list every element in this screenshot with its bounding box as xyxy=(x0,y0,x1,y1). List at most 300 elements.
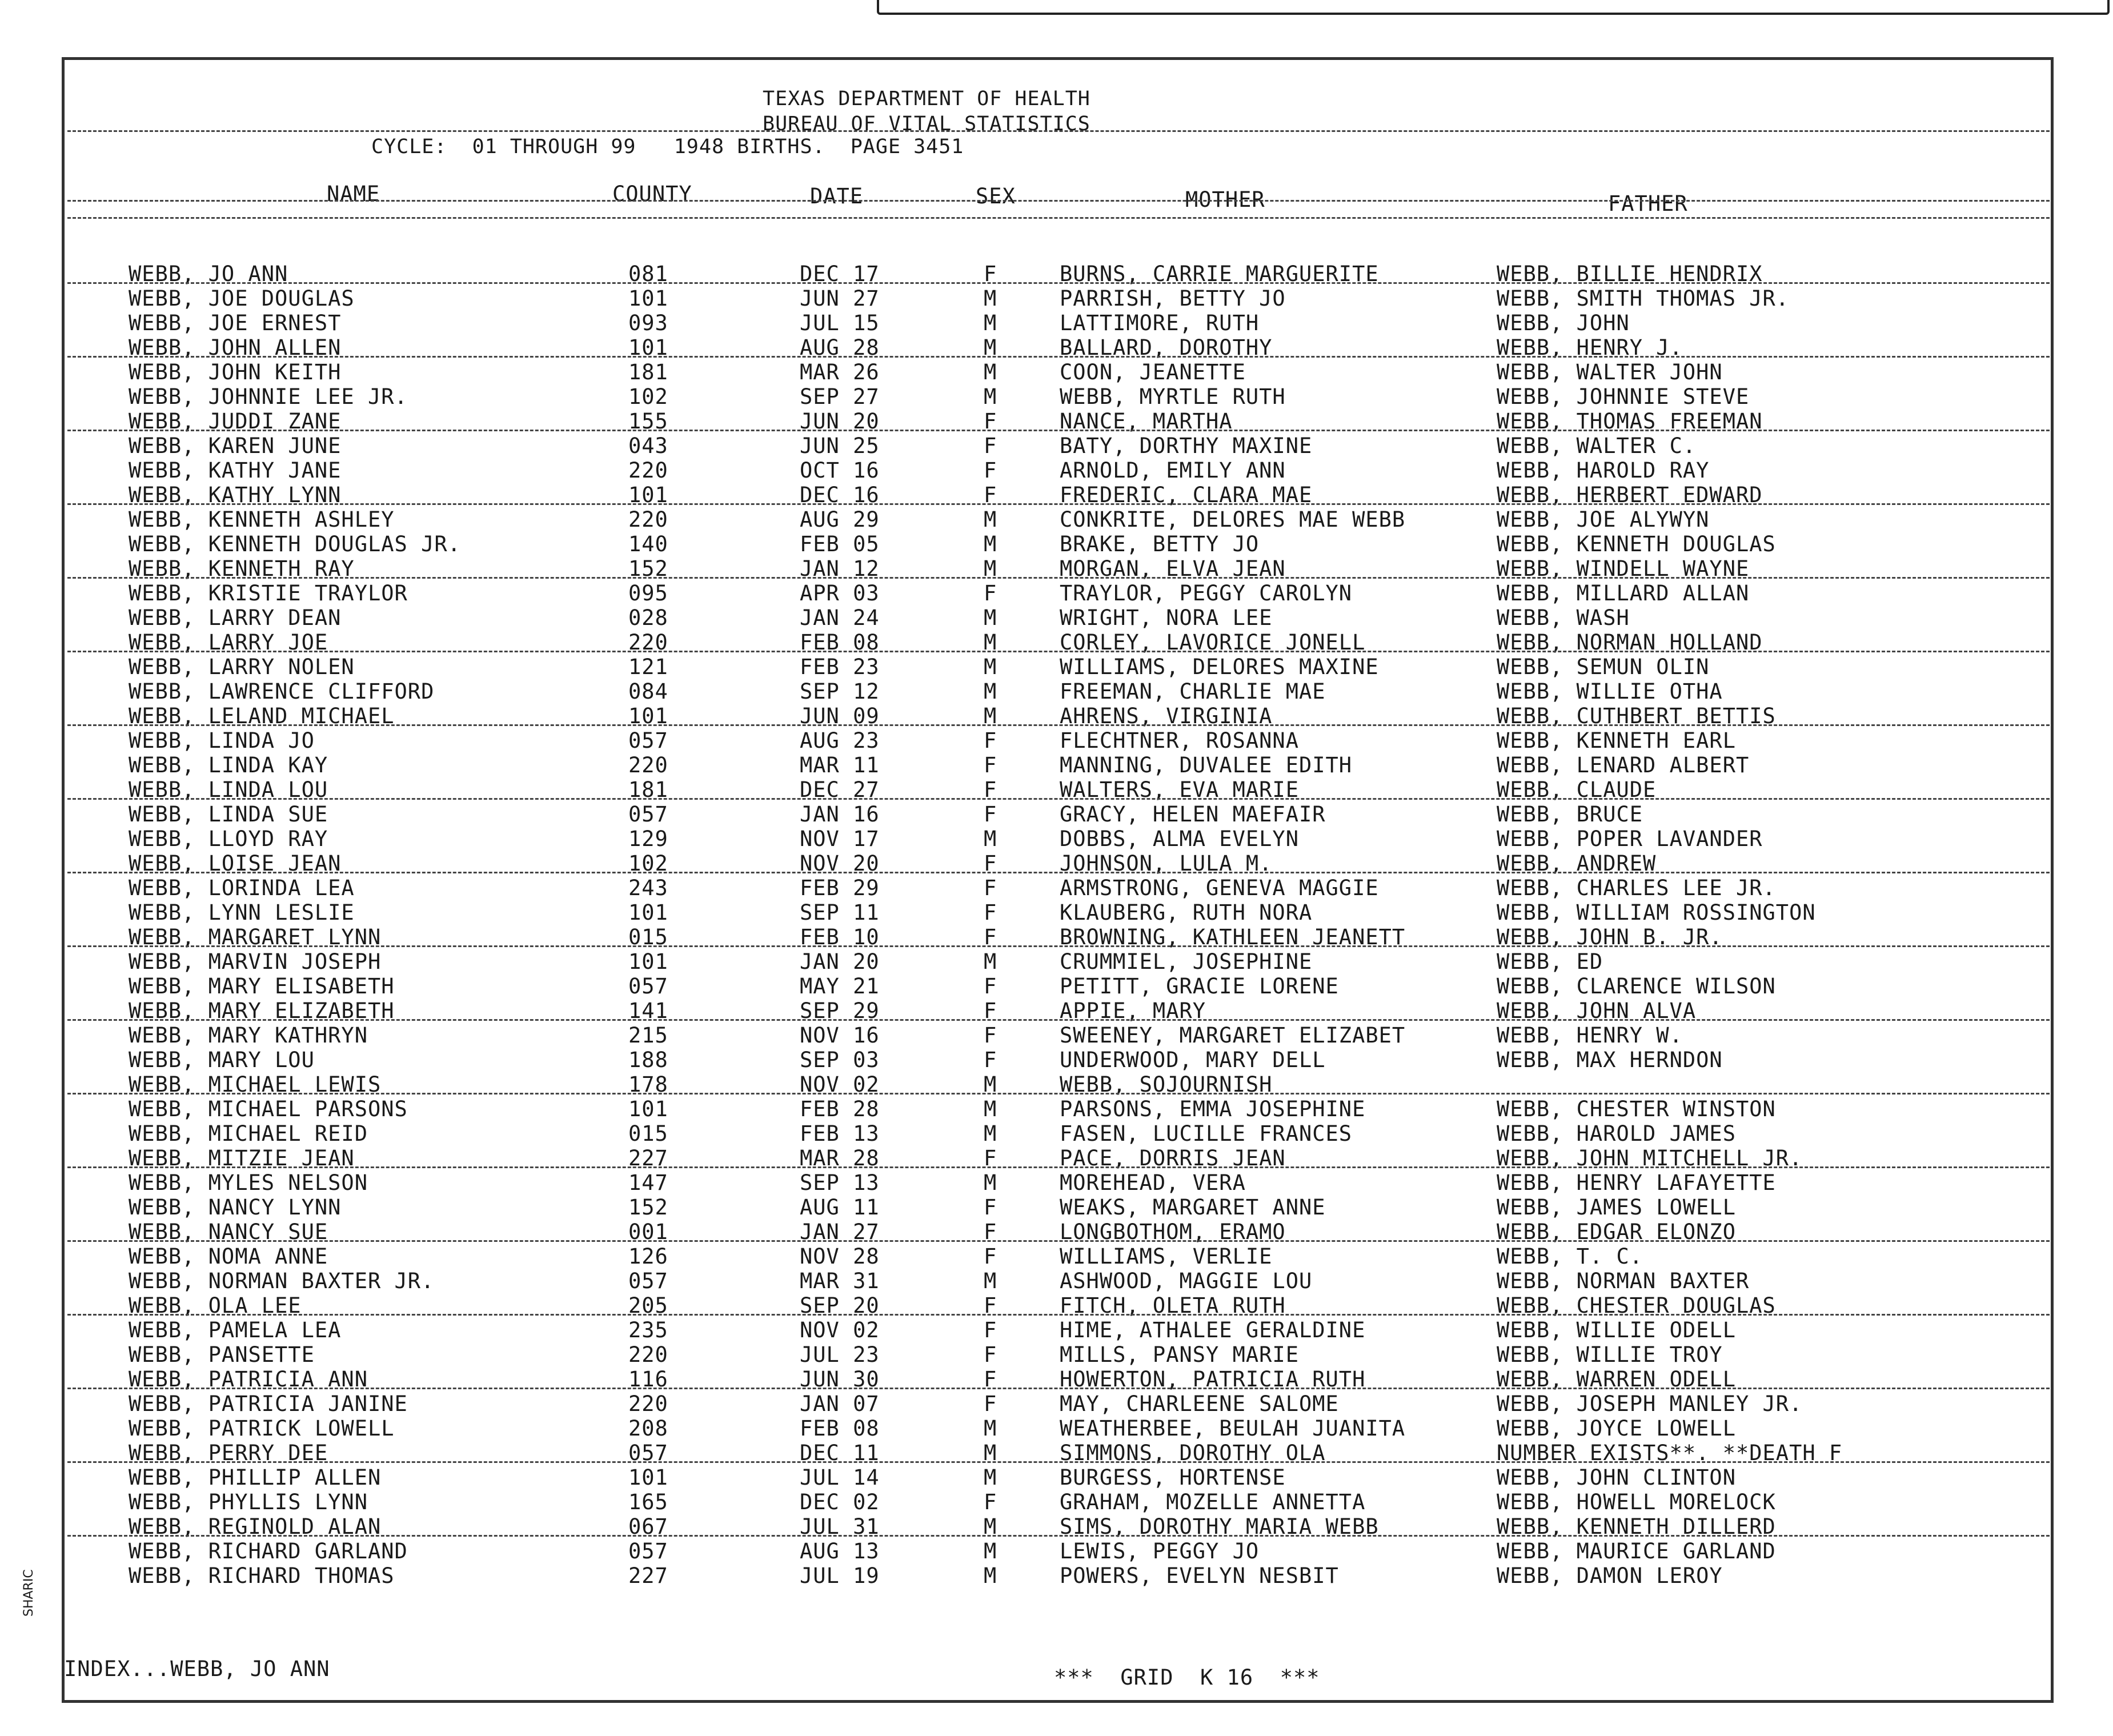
record-father: NUMBER EXISTS**. **DEATH F xyxy=(1497,1441,1843,1465)
record-mother: FREDERIC, CLARA MAE xyxy=(1060,483,1313,507)
record-name: WEBB, JUDDI ZANE xyxy=(129,409,342,434)
record-county: 001 xyxy=(628,1220,668,1244)
record-father: WEBB, JOHN ALVA xyxy=(1497,999,1697,1023)
record-date: JUL 23 xyxy=(800,1342,880,1367)
record-father: WEBB, HOWELL MORELOCK xyxy=(1497,1490,1776,1514)
record-mother: MAY, CHARLEENE SALOME xyxy=(1060,1392,1339,1416)
record-county: 081 xyxy=(628,262,668,286)
bureau-title: BUREAU OF VITAL STATISTICS xyxy=(763,113,1090,135)
row-rule xyxy=(67,1314,2050,1316)
record-name: WEBB, MICHAEL PARSONS xyxy=(129,1097,408,1121)
record-sex: F xyxy=(984,1244,997,1269)
record-date: NOV 17 xyxy=(800,827,880,851)
record-sex: M xyxy=(984,655,997,679)
record-date: NOV 02 xyxy=(800,1318,880,1342)
record-county: 084 xyxy=(628,679,668,704)
record-county: 057 xyxy=(628,1269,668,1293)
record-county: 129 xyxy=(628,827,668,851)
record-sex: M xyxy=(984,1465,997,1490)
record-name: WEBB, NORMAN BAXTER JR. xyxy=(129,1269,435,1293)
record-mother: WEBB, SOJOURNISH xyxy=(1060,1072,1273,1097)
row-rule xyxy=(67,1019,2050,1021)
record-name: WEBB, JOHN ALLEN xyxy=(129,335,342,360)
record-father: WEBB, WILLIE TROY xyxy=(1497,1342,1723,1367)
record-sex: M xyxy=(984,949,997,974)
record-date: SEP 27 xyxy=(800,384,880,409)
record-sex: M xyxy=(984,384,997,409)
row-rule xyxy=(67,872,2050,873)
record-sex: F xyxy=(984,1220,997,1244)
record-father: WEBB, KENNETH DILLERD xyxy=(1497,1514,1776,1539)
record-date: JAN 20 xyxy=(800,949,880,974)
record-sex: F xyxy=(984,262,997,286)
record-mother: WALTERS, EVA MARIE xyxy=(1060,777,1299,802)
record-name: WEBB, KRISTIE TRAYLOR xyxy=(129,581,408,606)
record-mother: PARRISH, BETTY JO xyxy=(1060,286,1286,311)
record-father: WEBB, JOHNNIE STEVE xyxy=(1497,384,1750,409)
record-date: JUL 15 xyxy=(800,311,880,335)
record-date: DEC 17 xyxy=(800,262,880,286)
record-name: WEBB, NANCY LYNN xyxy=(129,1195,342,1220)
record-sex: F xyxy=(984,409,997,434)
record-name: WEBB, KATHY JANE xyxy=(129,458,342,483)
record-name: WEBB, MARY ELISABETH xyxy=(129,974,395,999)
record-mother: WEATHERBEE, BEULAH JUANITA xyxy=(1060,1416,1406,1441)
record-sex: M xyxy=(984,532,997,556)
record-sex: M xyxy=(984,679,997,704)
record-father: WEBB, HERBERT EDWARD xyxy=(1497,483,1763,507)
record-county: 102 xyxy=(628,851,668,876)
record-father: WEBB, DAMON LEROY xyxy=(1497,1563,1723,1588)
record-county: 101 xyxy=(628,1097,668,1121)
row-rule xyxy=(67,577,2050,579)
record-date: NOV 02 xyxy=(800,1072,880,1097)
record-father: WEBB, HENRY W. xyxy=(1497,1023,1683,1048)
record-county: 057 xyxy=(628,802,668,827)
record-date: AUG 29 xyxy=(800,507,880,532)
record-father: WEBB, JOE ALYWYN xyxy=(1497,507,1710,532)
record-sex: M xyxy=(984,827,997,851)
record-county: 101 xyxy=(628,286,668,311)
record-name: WEBB, OLA LEE xyxy=(129,1293,302,1318)
cycle-line: CYCLE: 01 THROUGH 99 1948 BIRTHS. PAGE 3451 xyxy=(371,135,964,158)
record-father: WEBB, CHESTER WINSTON xyxy=(1497,1097,1776,1121)
record-county: 102 xyxy=(628,384,668,409)
record-father: WEBB, CLAUDE xyxy=(1497,777,1657,802)
record-sex: M xyxy=(984,1416,997,1441)
record-county: 116 xyxy=(628,1367,668,1392)
record-county: 165 xyxy=(628,1490,668,1514)
record-name: WEBB, MICHAEL REID xyxy=(129,1121,368,1146)
record-name: WEBB, LINDA KAY xyxy=(129,753,328,777)
record-date: FEB 08 xyxy=(800,1416,880,1441)
record-name: WEBB, PHYLLIS LYNN xyxy=(129,1490,368,1514)
record-mother: NANCE, MARTHA xyxy=(1060,409,1233,434)
record-father: WEBB, POPER LAVANDER xyxy=(1497,827,1763,851)
record-date: SEP 12 xyxy=(800,679,880,704)
record-mother: PARSONS, EMMA JOSEPHINE xyxy=(1060,1097,1366,1121)
record-name: WEBB, MARY LOU xyxy=(129,1048,315,1072)
record-name: WEBB, PAMELA LEA xyxy=(129,1318,342,1342)
record-date: JAN 16 xyxy=(800,802,880,827)
record-mother: LATTIMORE, RUTH xyxy=(1060,311,1260,335)
record-father: WEBB, HAROLD RAY xyxy=(1497,458,1710,483)
record-county: 140 xyxy=(628,532,668,556)
record-father: WEBB, WASH xyxy=(1497,606,1630,630)
record-mother: TRAYLOR, PEGGY CAROLYN xyxy=(1060,581,1353,606)
record-county: 220 xyxy=(628,507,668,532)
record-date: AUG 28 xyxy=(800,335,880,360)
record-father: WEBB, JOSEPH MANLEY JR. xyxy=(1497,1392,1803,1416)
record-father: WEBB, HENRY LAFAYETTE xyxy=(1497,1170,1776,1195)
record-mother: ASHWOOD, MAGGIE LOU xyxy=(1060,1269,1313,1293)
record-father: WEBB, JOYCE LOWELL xyxy=(1497,1416,1736,1441)
record-father: WEBB, MAX HERNDON xyxy=(1497,1048,1723,1072)
record-mother: BRAKE, BETTY JO xyxy=(1060,532,1260,556)
record-county: 015 xyxy=(628,925,668,949)
record-sex: M xyxy=(984,507,997,532)
record-date: NOV 16 xyxy=(800,1023,880,1048)
record-date: JAN 24 xyxy=(800,606,880,630)
record-sex: M xyxy=(984,606,997,630)
top-page-edge xyxy=(877,0,2110,15)
record-sex: M xyxy=(984,1269,997,1293)
record-mother: SWEENEY, MARGARET ELIZABET xyxy=(1060,1023,1406,1048)
record-sex: M xyxy=(984,704,997,728)
record-sex: M xyxy=(984,335,997,360)
record-name: WEBB, RICHARD GARLAND xyxy=(129,1539,408,1563)
record-sex: F xyxy=(984,581,997,606)
record-father: WEBB, CLARENCE WILSON xyxy=(1497,974,1776,999)
row-rule xyxy=(67,724,2050,726)
record-mother: MANNING, DUVALEE EDITH xyxy=(1060,753,1353,777)
record-mother: CRUMMIEL, JOSEPHINE xyxy=(1060,949,1313,974)
record-date: MAR 31 xyxy=(800,1269,880,1293)
record-mother: UNDERWOOD, MARY DELL xyxy=(1060,1048,1326,1072)
record-date: MAY 21 xyxy=(800,974,880,999)
record-county: 181 xyxy=(628,360,668,384)
record-county: 243 xyxy=(628,876,668,900)
record-date: NOV 20 xyxy=(800,851,880,876)
record-name: WEBB, MITZIE JEAN xyxy=(129,1146,355,1170)
record-date: AUG 23 xyxy=(800,728,880,753)
record-sex: M xyxy=(984,311,997,335)
record-date: FEB 10 xyxy=(800,925,880,949)
record-sex: M xyxy=(984,1121,997,1146)
record-father: WEBB, ED xyxy=(1497,949,1603,974)
record-mother: SIMS, DOROTHY MARIA WEBB xyxy=(1060,1514,1379,1539)
record-county: 015 xyxy=(628,1121,668,1146)
record-county: 057 xyxy=(628,728,668,753)
record-mother: GRACY, HELEN MAEFAIR xyxy=(1060,802,1326,827)
record-mother: MILLS, PANSY MARIE xyxy=(1060,1342,1299,1367)
record-sex: F xyxy=(984,1392,997,1416)
record-father: WEBB, CUTHBERT BETTIS xyxy=(1497,704,1776,728)
record-mother: MORGAN, ELVA JEAN xyxy=(1060,556,1286,581)
record-father: WEBB, EDGAR ELONZO xyxy=(1497,1220,1736,1244)
record-county: 235 xyxy=(628,1318,668,1342)
column-header-county: COUNTY xyxy=(612,182,692,206)
record-name: WEBB, LLOYD RAY xyxy=(129,827,328,851)
record-sex: F xyxy=(984,900,997,925)
record-father: WEBB, WINDELL WAYNE xyxy=(1497,556,1750,581)
record-mother: CORLEY, LAVORICE JONELL xyxy=(1060,630,1366,655)
record-mother: WILLIAMS, DELORES MAXINE xyxy=(1060,655,1379,679)
record-father: WEBB, NORMAN HOLLAND xyxy=(1497,630,1763,655)
record-name: WEBB, MARVIN JOSEPH xyxy=(129,949,382,974)
record-county: 220 xyxy=(628,753,668,777)
record-county: 101 xyxy=(628,1465,668,1490)
row-rule xyxy=(67,1461,2050,1463)
row-rule xyxy=(67,1093,2050,1094)
record-mother: FASEN, LUCILLE FRANCES xyxy=(1060,1121,1353,1146)
record-sex: F xyxy=(984,1490,997,1514)
record-date: FEB 23 xyxy=(800,655,880,679)
record-county: 220 xyxy=(628,630,668,655)
record-sex: F xyxy=(984,728,997,753)
record-mother: PACE, DORRIS JEAN xyxy=(1060,1146,1286,1170)
record-mother: FLECHTNER, ROSANNA xyxy=(1060,728,1299,753)
record-county: 126 xyxy=(628,1244,668,1269)
record-county: 178 xyxy=(628,1072,668,1097)
record-county: 093 xyxy=(628,311,668,335)
record-date: APR 03 xyxy=(800,581,880,606)
record-mother: HOWERTON, PATRICIA RUTH xyxy=(1060,1367,1366,1392)
record-father: WEBB, T. C. xyxy=(1497,1244,1643,1269)
record-name: WEBB, KAREN JUNE xyxy=(129,434,342,458)
record-date: JUN 30 xyxy=(800,1367,880,1392)
record-father: WEBB, MILLARD ALLAN xyxy=(1497,581,1750,606)
record-father: WEBB, WALTER JOHN xyxy=(1497,360,1723,384)
record-name: WEBB, LARRY JOE xyxy=(129,630,328,655)
record-county: 057 xyxy=(628,1539,668,1563)
record-sex: M xyxy=(984,1170,997,1195)
record-sex: F xyxy=(984,925,997,949)
record-date: AUG 13 xyxy=(800,1539,880,1563)
record-date: JAN 27 xyxy=(800,1220,880,1244)
record-father: WEBB, KENNETH DOUGLAS xyxy=(1497,532,1776,556)
record-date: FEB 28 xyxy=(800,1097,880,1121)
record-father: WEBB, WARREN ODELL xyxy=(1497,1367,1736,1392)
record-mother: WEBB, MYRTLE RUTH xyxy=(1060,384,1286,409)
record-date: JAN 12 xyxy=(800,556,880,581)
record-name: WEBB, JOHNNIE LEE JR. xyxy=(129,384,408,409)
record-name: WEBB, LELAND MICHAEL xyxy=(129,704,395,728)
agency-title: TEXAS DEPARTMENT OF HEALTH xyxy=(763,87,1090,110)
record-date: OCT 16 xyxy=(800,458,880,483)
record-mother: BROWNING, KATHLEEN JEANETT xyxy=(1060,925,1406,949)
record-name: WEBB, LOISE JEAN xyxy=(129,851,342,876)
record-name: WEBB, JOE ERNEST xyxy=(129,311,342,335)
record-date: NOV 28 xyxy=(800,1244,880,1269)
record-mother: APPIE, MARY xyxy=(1060,999,1206,1023)
record-mother: BURNS, CARRIE MARGUERITE xyxy=(1060,262,1379,286)
record-sex: F xyxy=(984,1318,997,1342)
record-father: WEBB, THOMAS FREEMAN xyxy=(1497,409,1763,434)
row-rule xyxy=(67,651,2050,652)
record-sex: M xyxy=(984,556,997,581)
record-sex: F xyxy=(984,1367,997,1392)
index-footer: INDEX...WEBB, JO ANN xyxy=(64,1657,330,1681)
record-date: JUN 25 xyxy=(800,434,880,458)
record-name: WEBB, KENNETH RAY xyxy=(129,556,355,581)
record-mother: WILLIAMS, VERLIE xyxy=(1060,1244,1273,1269)
record-county: 057 xyxy=(628,974,668,999)
row-rule xyxy=(67,945,2050,947)
record-date: JAN 07 xyxy=(800,1392,880,1416)
record-father: WEBB, JOHN MITCHELL JR. xyxy=(1497,1146,1803,1170)
record-date: SEP 13 xyxy=(800,1170,880,1195)
record-sex: F xyxy=(984,483,997,507)
record-father: WEBB, MAURICE GARLAND xyxy=(1497,1539,1776,1563)
record-county: 227 xyxy=(628,1146,668,1170)
record-sex: F xyxy=(984,1342,997,1367)
record-county: 121 xyxy=(628,655,668,679)
grid-footer: *** GRID K 16 *** xyxy=(1054,1665,1320,1690)
record-sex: F xyxy=(984,1023,997,1048)
record-date: FEB 13 xyxy=(800,1121,880,1146)
record-name: WEBB, PHILLIP ALLEN xyxy=(129,1465,382,1490)
record-sex: M xyxy=(984,360,997,384)
record-sex: M xyxy=(984,630,997,655)
row-rule xyxy=(67,356,2050,358)
record-mother: DOBBS, ALMA EVELYN xyxy=(1060,827,1299,851)
record-date: JUL 14 xyxy=(800,1465,880,1490)
record-father: WEBB, JOHN CLINTON xyxy=(1497,1465,1736,1490)
record-date: MAR 26 xyxy=(800,360,880,384)
record-county: 220 xyxy=(628,1342,668,1367)
record-father: WEBB, JAMES LOWELL xyxy=(1497,1195,1736,1220)
record-county: 188 xyxy=(628,1048,668,1072)
record-date: DEC 16 xyxy=(800,483,880,507)
record-father: WEBB, BILLIE HENDRIX xyxy=(1497,262,1763,286)
record-mother: KLAUBERG, RUTH NORA xyxy=(1060,900,1313,925)
record-county: 220 xyxy=(628,1392,668,1416)
record-county: 181 xyxy=(628,777,668,802)
record-date: MAR 11 xyxy=(800,753,880,777)
record-date: MAR 28 xyxy=(800,1146,880,1170)
record-name: WEBB, MARY KATHRYN xyxy=(129,1023,368,1048)
row-rule xyxy=(67,282,2050,284)
record-county: 147 xyxy=(628,1170,668,1195)
record-father: WEBB, SEMUN OLIN xyxy=(1497,655,1710,679)
record-county: 215 xyxy=(628,1023,668,1048)
column-header-name: NAME xyxy=(327,182,380,206)
record-sex: F xyxy=(984,458,997,483)
record-mother: MOREHEAD, VERA xyxy=(1060,1170,1246,1195)
record-name: WEBB, KENNETH DOUGLAS JR. xyxy=(129,532,461,556)
record-sex: F xyxy=(984,753,997,777)
record-father: WEBB, BRUCE xyxy=(1497,802,1643,827)
record-name: WEBB, JOHN KEITH xyxy=(129,360,342,384)
record-county: 141 xyxy=(628,999,668,1023)
record-date: JUL 31 xyxy=(800,1514,880,1539)
record-mother: JOHNSON, LULA M. xyxy=(1060,851,1273,876)
record-sex: F xyxy=(984,876,997,900)
record-mother: PETITT, GRACIE LORENE xyxy=(1060,974,1339,999)
record-mother: WEAKS, MARGARET ANNE xyxy=(1060,1195,1326,1220)
record-name: WEBB, LORINDA LEA xyxy=(129,876,355,900)
record-name: WEBB, KATHY LYNN xyxy=(129,483,342,507)
record-name: WEBB, NOMA ANNE xyxy=(129,1244,328,1269)
record-name: WEBB, PATRICK LOWELL xyxy=(129,1416,395,1441)
record-sex: F xyxy=(984,777,997,802)
record-sex: F xyxy=(984,1293,997,1318)
record-county: 095 xyxy=(628,581,668,606)
record-name: WEBB, LINDA JO xyxy=(129,728,315,753)
record-date: FEB 05 xyxy=(800,532,880,556)
record-date: DEC 27 xyxy=(800,777,880,802)
record-county: 067 xyxy=(628,1514,668,1539)
record-sex: F xyxy=(984,1048,997,1072)
record-date: SEP 29 xyxy=(800,999,880,1023)
record-county: 101 xyxy=(628,483,668,507)
record-name: WEBB, LINDA LOU xyxy=(129,777,328,802)
record-name: WEBB, LAWRENCE CLIFFORD xyxy=(129,679,435,704)
record-date: JUL 19 xyxy=(800,1563,880,1588)
record-father: WEBB, LENARD ALBERT xyxy=(1497,753,1750,777)
record-father: WEBB, NORMAN BAXTER xyxy=(1497,1269,1750,1293)
record-mother: POWERS, EVELYN NESBIT xyxy=(1060,1563,1339,1588)
record-county: 205 xyxy=(628,1293,668,1318)
column-header-father: FATHER xyxy=(1608,191,1688,216)
record-father: WEBB, HENRY J. xyxy=(1497,335,1683,360)
record-sex: M xyxy=(984,286,997,311)
record-mother: LONGBOTHOM, ERAMO xyxy=(1060,1220,1286,1244)
column-header-mother: MOTHER xyxy=(1185,187,1265,212)
record-sex: M xyxy=(984,1072,997,1097)
record-sex: M xyxy=(984,1539,997,1563)
record-county: 227 xyxy=(628,1563,668,1588)
row-rule xyxy=(67,798,2050,800)
record-mother: AHRENS, VIRGINIA xyxy=(1060,704,1273,728)
row-rule xyxy=(67,430,2050,431)
column-header-sex: SEX xyxy=(976,184,1016,209)
record-name: WEBB, LARRY NOLEN xyxy=(129,655,355,679)
record-date: SEP 11 xyxy=(800,900,880,925)
record-mother: SIMMONS, DOROTHY OLA xyxy=(1060,1441,1326,1465)
record-father: WEBB, CHARLES LEE JR. xyxy=(1497,876,1776,900)
record-date: AUG 11 xyxy=(800,1195,880,1220)
record-father: WEBB, WILLIE OTHA xyxy=(1497,679,1723,704)
record-county: 101 xyxy=(628,900,668,925)
record-name: WEBB, MARY ELIZABETH xyxy=(129,999,395,1023)
record-date: JUN 20 xyxy=(800,409,880,434)
record-sex: F xyxy=(984,1195,997,1220)
record-date: SEP 03 xyxy=(800,1048,880,1072)
record-name: WEBB, LARRY DEAN xyxy=(129,606,342,630)
record-name: WEBB, PERRY DEE xyxy=(129,1441,328,1465)
record-name: WEBB, PATRICIA ANN xyxy=(129,1367,368,1392)
record-father: WEBB, KENNETH EARL xyxy=(1497,728,1736,753)
row-rule xyxy=(67,1240,2050,1242)
row-rule xyxy=(67,503,2050,505)
record-date: FEB 08 xyxy=(800,630,880,655)
column-header-rule-bottom xyxy=(67,217,2050,219)
column-header-date: DATE xyxy=(810,184,864,209)
record-father: WEBB, ANDREW xyxy=(1497,851,1657,876)
record-mother: BATY, DORTHY MAXINE xyxy=(1060,434,1313,458)
record-mother: HIME, ATHALEE GERALDINE xyxy=(1060,1318,1366,1342)
record-name: WEBB, JOE DOUGLAS xyxy=(129,286,355,311)
record-father: WEBB, SMITH THOMAS JR. xyxy=(1497,286,1790,311)
record-name: WEBB, JO ANN xyxy=(129,262,288,286)
record-mother: ARMSTRONG, GENEVA MAGGIE xyxy=(1060,876,1379,900)
record-mother: BALLARD, DOROTHY xyxy=(1060,335,1273,360)
record-sex: F xyxy=(984,1146,997,1170)
record-date: FEB 29 xyxy=(800,876,880,900)
record-father: WEBB, JOHN B. JR. xyxy=(1497,925,1723,949)
